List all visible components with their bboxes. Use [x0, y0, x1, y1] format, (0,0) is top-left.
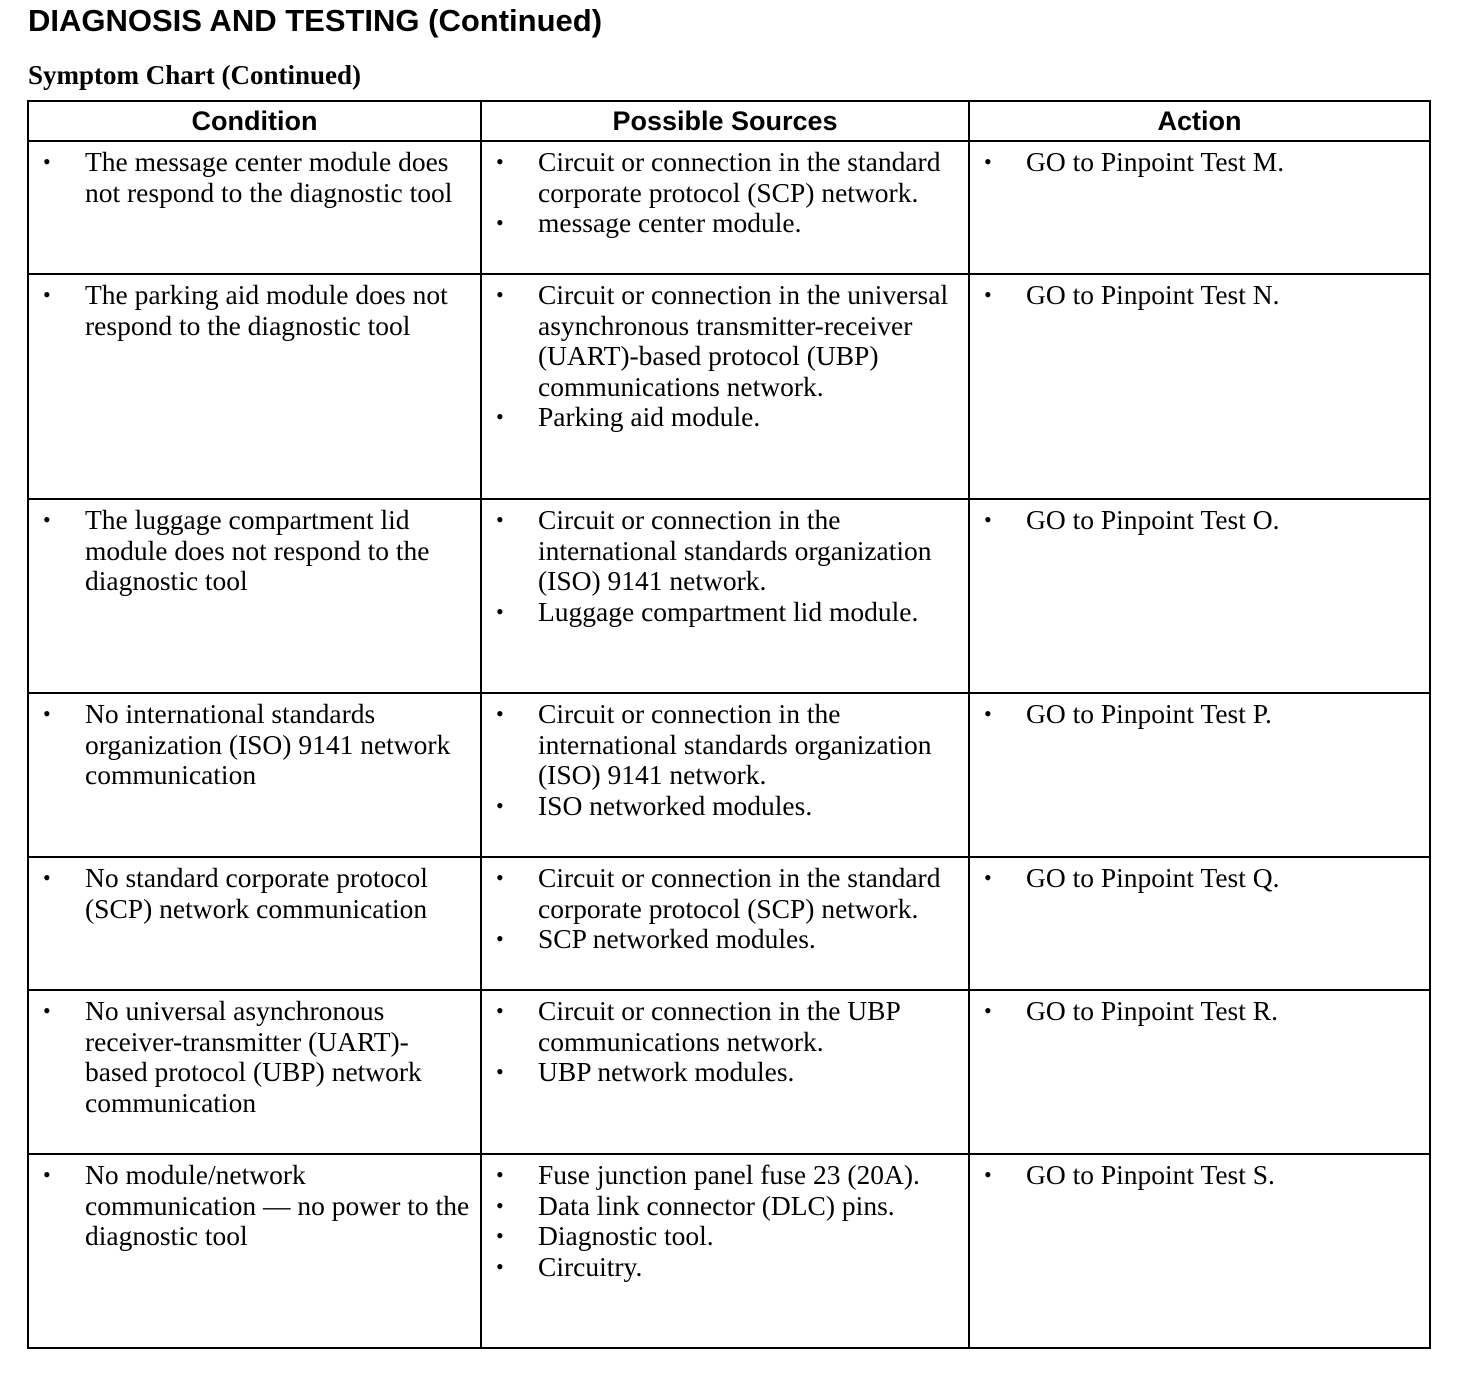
bullet-icon: •	[496, 210, 504, 235]
source-text: Circuit or connection in the standard corporate protocol (SCP) network.	[538, 862, 941, 924]
list-item	[496, 1252, 958, 1283]
bullet-icon: •	[496, 792, 504, 818]
list-item	[984, 1160, 1419, 1191]
source-text: Luggage compartment lid module.	[538, 595, 919, 627]
source-text: Parking aid module.	[538, 401, 761, 432]
table-row	[28, 141, 1430, 274]
column-header-condition: Condition	[28, 101, 481, 141]
list-item	[984, 280, 1419, 311]
bullet-icon: •	[496, 998, 504, 1023]
symptom-chart-table	[27, 100, 1431, 1349]
condition-text: The message center module does not respond to the diagnostic tool	[85, 146, 453, 208]
source-text: Circuit or connection in the international standards organization (ISO) 9141 network.	[538, 698, 932, 790]
bullet-icon: •	[984, 149, 992, 174]
condition-cell	[28, 1154, 481, 1348]
list-item	[496, 147, 958, 208]
chart-title: Symptom Chart (Continued)	[28, 60, 362, 90]
source-text: Data link connector (DLC) pins.	[538, 1189, 895, 1221]
bullet-icon: •	[496, 1059, 504, 1084]
bullet-icon: •	[496, 507, 504, 532]
possible-sources-cell	[481, 693, 969, 857]
list-item	[496, 505, 958, 597]
possible-sources-cell	[481, 990, 969, 1154]
list-item	[496, 863, 958, 924]
bullet-icon: •	[496, 865, 504, 890]
bullet-icon: •	[496, 598, 504, 624]
possible-sources-cell	[481, 274, 969, 499]
condition-cell	[28, 499, 481, 693]
bullet-icon: •	[496, 282, 504, 307]
list-item	[496, 924, 958, 955]
bullet-icon: •	[496, 926, 504, 951]
list-item	[984, 996, 1419, 1027]
table-header-row	[28, 101, 1430, 141]
table-row	[28, 857, 1430, 990]
action-text: GO to Pinpoint Test Q.	[1026, 862, 1280, 893]
bullet-icon: •	[984, 865, 992, 890]
list-item	[43, 996, 470, 1118]
list-item	[43, 699, 470, 791]
bullet-icon: •	[984, 507, 992, 532]
source-text: ISO networked modules.	[538, 789, 813, 821]
bullet-icon: •	[43, 701, 51, 726]
page-heading: DIAGNOSIS AND TESTING (Continued)	[28, 3, 603, 38]
column-header-action: Action	[969, 101, 1430, 141]
source-text: Circuitry.	[538, 1250, 643, 1282]
bullet-icon: •	[496, 149, 504, 174]
source-text: UBP network modules.	[538, 1056, 795, 1087]
condition-text: No module/network communication — no power to the diagnostic tool	[85, 1159, 470, 1251]
action-cell	[969, 693, 1430, 857]
source-text: Fuse junction panel fuse 23 (20A).	[538, 1159, 920, 1190]
action-cell	[969, 1154, 1430, 1348]
bullet-icon: •	[43, 865, 51, 890]
bullet-icon: •	[43, 282, 51, 307]
condition-cell	[28, 693, 481, 857]
source-text: Circuit or connection in the international standards organization (ISO) 9141 network.	[538, 504, 932, 596]
bullet-icon: •	[984, 701, 992, 726]
action-cell	[969, 141, 1430, 274]
list-item	[984, 147, 1419, 178]
table-row	[28, 990, 1430, 1154]
action-cell	[969, 274, 1430, 499]
list-item	[496, 699, 958, 791]
bullet-icon: •	[496, 1253, 504, 1279]
condition-cell	[28, 857, 481, 990]
bullet-icon: •	[496, 1223, 504, 1248]
bullet-icon: •	[496, 701, 504, 726]
source-text: Diagnostic tool.	[538, 1220, 714, 1251]
list-item	[496, 791, 958, 822]
list-item	[43, 147, 470, 208]
possible-sources-cell	[481, 1154, 969, 1348]
bullet-icon: •	[496, 1162, 504, 1187]
list-item	[43, 1160, 470, 1252]
list-item	[496, 1057, 958, 1088]
list-item	[43, 863, 470, 924]
action-text: GO to Pinpoint Test N.	[1026, 279, 1280, 310]
possible-sources-cell	[481, 141, 969, 274]
action-cell	[969, 990, 1430, 1154]
table-row	[28, 693, 1430, 857]
source-text: message center module.	[538, 207, 802, 238]
list-item	[496, 280, 958, 402]
source-text: Circuit or connection in the standard corporate protocol (SCP) network.	[538, 146, 941, 208]
bullet-icon: •	[984, 282, 992, 307]
list-item	[984, 505, 1419, 536]
bullet-icon: •	[496, 1192, 504, 1218]
list-item	[496, 1160, 958, 1191]
source-text: Circuit or connection in the universal asynchronous transmitter-receiver (UART)-based protocol (UBP) communications network.	[538, 279, 949, 402]
list-item	[496, 402, 958, 433]
action-text: GO to Pinpoint Test M.	[1026, 146, 1285, 177]
list-item	[496, 1221, 958, 1252]
list-item	[984, 699, 1419, 730]
action-text: GO to Pinpoint Test R.	[1026, 995, 1278, 1026]
condition-cell	[28, 141, 481, 274]
condition-text: No standard corporate protocol (SCP) network communication	[85, 862, 428, 924]
column-header-possible-sources: Possible Sources	[481, 101, 969, 141]
possible-sources-cell	[481, 857, 969, 990]
condition-text: The parking aid module does not respond to the diagnostic tool	[85, 279, 448, 341]
action-cell	[969, 499, 1430, 693]
list-item	[43, 505, 470, 597]
bullet-icon: •	[984, 1162, 992, 1187]
bullet-icon: •	[43, 1162, 51, 1187]
condition-text: No universal asynchronous receiver-transmitter (UART)-based protocol (UBP) network communication	[85, 995, 422, 1118]
list-item	[496, 208, 958, 239]
table-row	[28, 1154, 1430, 1348]
action-cell	[969, 857, 1430, 990]
bullet-icon: •	[984, 998, 992, 1023]
possible-sources-cell	[481, 499, 969, 693]
condition-text: No international standards organization (ISO) 9141 network communication	[85, 698, 451, 790]
condition-cell	[28, 990, 481, 1154]
condition-text: The luggage compartment lid module does not respond to the diagnostic tool	[85, 504, 430, 596]
list-item	[43, 280, 470, 341]
bullet-icon: •	[496, 404, 504, 429]
action-text: GO to Pinpoint Test S.	[1026, 1159, 1275, 1190]
bullet-icon: •	[43, 507, 51, 532]
table-row	[28, 499, 1430, 693]
action-text: GO to Pinpoint Test P.	[1026, 698, 1272, 729]
list-item	[984, 863, 1419, 894]
list-item	[496, 1191, 958, 1222]
condition-cell	[28, 274, 481, 499]
source-text: Circuit or connection in the UBP communications network.	[538, 995, 900, 1057]
list-item	[496, 597, 958, 628]
action-text: GO to Pinpoint Test O.	[1026, 504, 1280, 535]
bullet-icon: •	[43, 149, 51, 174]
list-item	[496, 996, 958, 1057]
table-row	[28, 274, 1430, 499]
bullet-icon: •	[43, 998, 51, 1023]
source-text: SCP networked modules.	[538, 923, 816, 954]
